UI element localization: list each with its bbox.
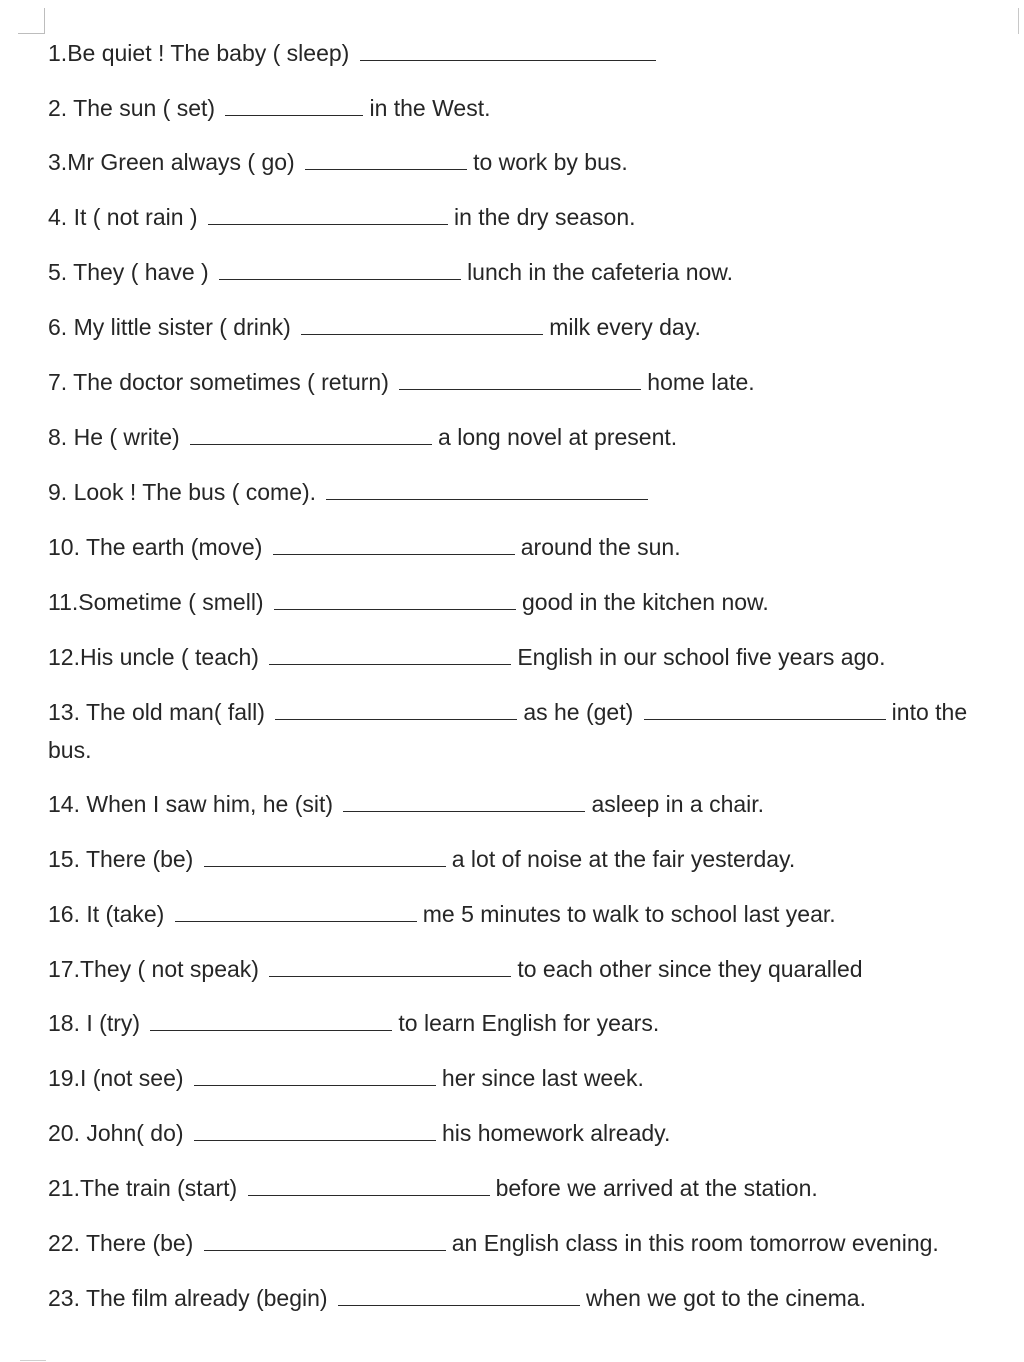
answer-blank[interactable] [175, 903, 417, 922]
item-number: 21. [48, 1175, 80, 1201]
item-text-before: They ( not speak) [79, 956, 259, 982]
item-text-after: to work by bus. [473, 149, 628, 175]
answer-blank[interactable] [194, 1067, 436, 1086]
page-corner-mark [18, 33, 45, 34]
exercise-item-16 [48, 899, 836, 929]
item-number: 22. [48, 1230, 80, 1256]
item-text-after: lunch in the cafeteria now. [467, 259, 734, 285]
exercise-item-21 [48, 1173, 818, 1203]
item-number: 17. [48, 956, 80, 982]
item-text-after: before we arrived at the station. [495, 1175, 818, 1201]
answer-blank[interactable] [150, 1012, 392, 1031]
item-number: 14. [48, 791, 80, 817]
item-number: 13. [48, 699, 80, 725]
item-text-before: I (not see) [79, 1065, 184, 1091]
item-number: 16. [48, 901, 80, 927]
item-text-after: in the West. [369, 95, 491, 121]
item-text-before: There (be) [85, 846, 194, 872]
item-number: 2. [48, 95, 68, 121]
exercise-item-6 [48, 312, 701, 342]
answer-blank[interactable] [248, 1177, 490, 1196]
exercise-item-11 [48, 587, 769, 617]
answer-blank[interactable] [269, 958, 511, 977]
page-corner-mark [44, 8, 45, 34]
item-text-before: Be quiet ! The baby ( sleep) [67, 40, 350, 66]
answer-blank[interactable] [275, 701, 517, 720]
exercise-item-13 [48, 697, 967, 727]
exercise-item-20 [48, 1118, 670, 1148]
item-number: 11. [48, 589, 79, 615]
answer-blank[interactable] [338, 1287, 580, 1306]
exercise-item-22 [48, 1228, 939, 1258]
item-number: 10. [48, 534, 80, 560]
exercise-item-10 [48, 532, 681, 562]
exercise-item-18 [48, 1008, 659, 1038]
item-text-after: when we got to the cinema. [585, 1285, 866, 1311]
item-number: 20. [48, 1120, 80, 1146]
item-text-after: asleep in a chair. [591, 791, 765, 817]
answer-blank[interactable] [273, 536, 515, 555]
exercise-item-4 [48, 202, 636, 232]
exercise-item-1 [48, 38, 662, 68]
item-number: 5. [48, 259, 68, 285]
item-text-before: When I saw him, he (sit) [86, 791, 334, 817]
item-text-before: John( do) [86, 1120, 184, 1146]
exercise-item-8 [48, 422, 677, 452]
answer-blank[interactable] [190, 426, 432, 445]
item-text-after: her since last week. [441, 1065, 644, 1091]
item-text-after: into the [891, 699, 968, 725]
item-number: 15. [48, 846, 80, 872]
item-text-after: English in our school five years ago. [517, 644, 886, 670]
exercise-item-14 [48, 789, 764, 819]
item-text-after: an English class in this room tomorrow evening. [451, 1230, 939, 1256]
item-number: 3. [48, 149, 68, 175]
item-text-after: good in the kitchen now. [521, 589, 769, 615]
answer-blank[interactable] [274, 591, 516, 610]
answer-blank[interactable] [360, 42, 656, 61]
item-number: 12. [48, 644, 80, 670]
exercise-item-3 [48, 147, 628, 177]
item-text-before: Look ! The bus ( come). [73, 479, 317, 505]
exercise-item-2 [48, 93, 490, 123]
exercise-item-5 [48, 257, 733, 287]
item-text-before: There (be) [85, 1230, 194, 1256]
item-number: 23. [48, 1285, 80, 1311]
exercise-item-19 [48, 1063, 644, 1093]
exercise-item-12 [48, 642, 886, 672]
item-text-after: milk every day. [549, 314, 701, 340]
item-number: 6. [48, 314, 68, 340]
page-corner-mark [1018, 8, 1019, 34]
item-text-before: They ( have ) [73, 259, 209, 285]
exercise-item-23 [48, 1283, 866, 1313]
item-number: 4. [48, 204, 68, 230]
item-number: 1. [48, 40, 68, 66]
item-text-before: Mr Green always ( go) [67, 149, 295, 175]
item-text-after: in the dry season. [453, 204, 636, 230]
item-text-after: a long novel at present. [438, 424, 678, 450]
answer-blank[interactable] [208, 206, 448, 225]
exercise-item-17 [48, 954, 863, 984]
exercise-item-9 [48, 477, 654, 507]
item-number: 7. [48, 369, 68, 395]
item-number: 18. [48, 1010, 80, 1036]
item-text-after: to learn English for years. [398, 1010, 660, 1036]
answer-blank[interactable] [644, 701, 886, 720]
exercise-item-15 [48, 844, 795, 874]
answer-blank[interactable] [204, 848, 446, 867]
exercise-item-7 [48, 367, 755, 397]
item-text-before: It ( not rain ) [73, 204, 198, 230]
answer-blank[interactable] [225, 97, 363, 116]
item-number: 9. [48, 479, 68, 505]
item-text-after: me 5 minutes to walk to school last year. [422, 901, 836, 927]
item-text-before: Sometime ( smell) [78, 589, 264, 615]
item-text-middle: as he (get) [523, 699, 634, 725]
item-text-before: The doctor sometimes ( return) [73, 369, 389, 395]
item-text-before: The film already (begin) [85, 1285, 328, 1311]
item-text-before: I (try) [86, 1010, 141, 1036]
item-text-before: He ( write) [73, 424, 180, 450]
answer-blank[interactable] [326, 481, 648, 500]
item-text-after: a lot of noise at the fair yesterday. [451, 846, 796, 872]
item-text-before: The train (start) [79, 1175, 238, 1201]
answer-blank[interactable] [219, 261, 461, 280]
answer-blank[interactable] [301, 316, 543, 335]
answer-blank[interactable] [204, 1232, 446, 1251]
answer-blank[interactable] [269, 646, 511, 665]
item-text-before: My little sister ( drink) [73, 314, 291, 340]
item-text-before: It (take) [86, 901, 165, 927]
item-text-after: around the sun. [520, 534, 681, 560]
item-text-before: The earth (move) [85, 534, 263, 560]
item-text-after: home late. [647, 369, 755, 395]
answer-blank[interactable] [194, 1122, 436, 1141]
item-text-after: to each other since they quaralled [517, 956, 863, 982]
item-text-before: The sun ( set) [73, 95, 216, 121]
item-text-before: The old man( fall) [85, 699, 265, 725]
page-corner-mark [20, 1360, 46, 1361]
answer-blank[interactable] [399, 371, 641, 390]
item-number: 19. [48, 1065, 80, 1091]
item-text-after: his homework already. [441, 1120, 671, 1146]
item-number: 8. [48, 424, 68, 450]
answer-blank[interactable] [343, 793, 585, 812]
answer-blank[interactable] [305, 151, 467, 170]
exercise-item-13-continuation: bus. [48, 737, 92, 763]
item-text-before: His uncle ( teach) [79, 644, 259, 670]
